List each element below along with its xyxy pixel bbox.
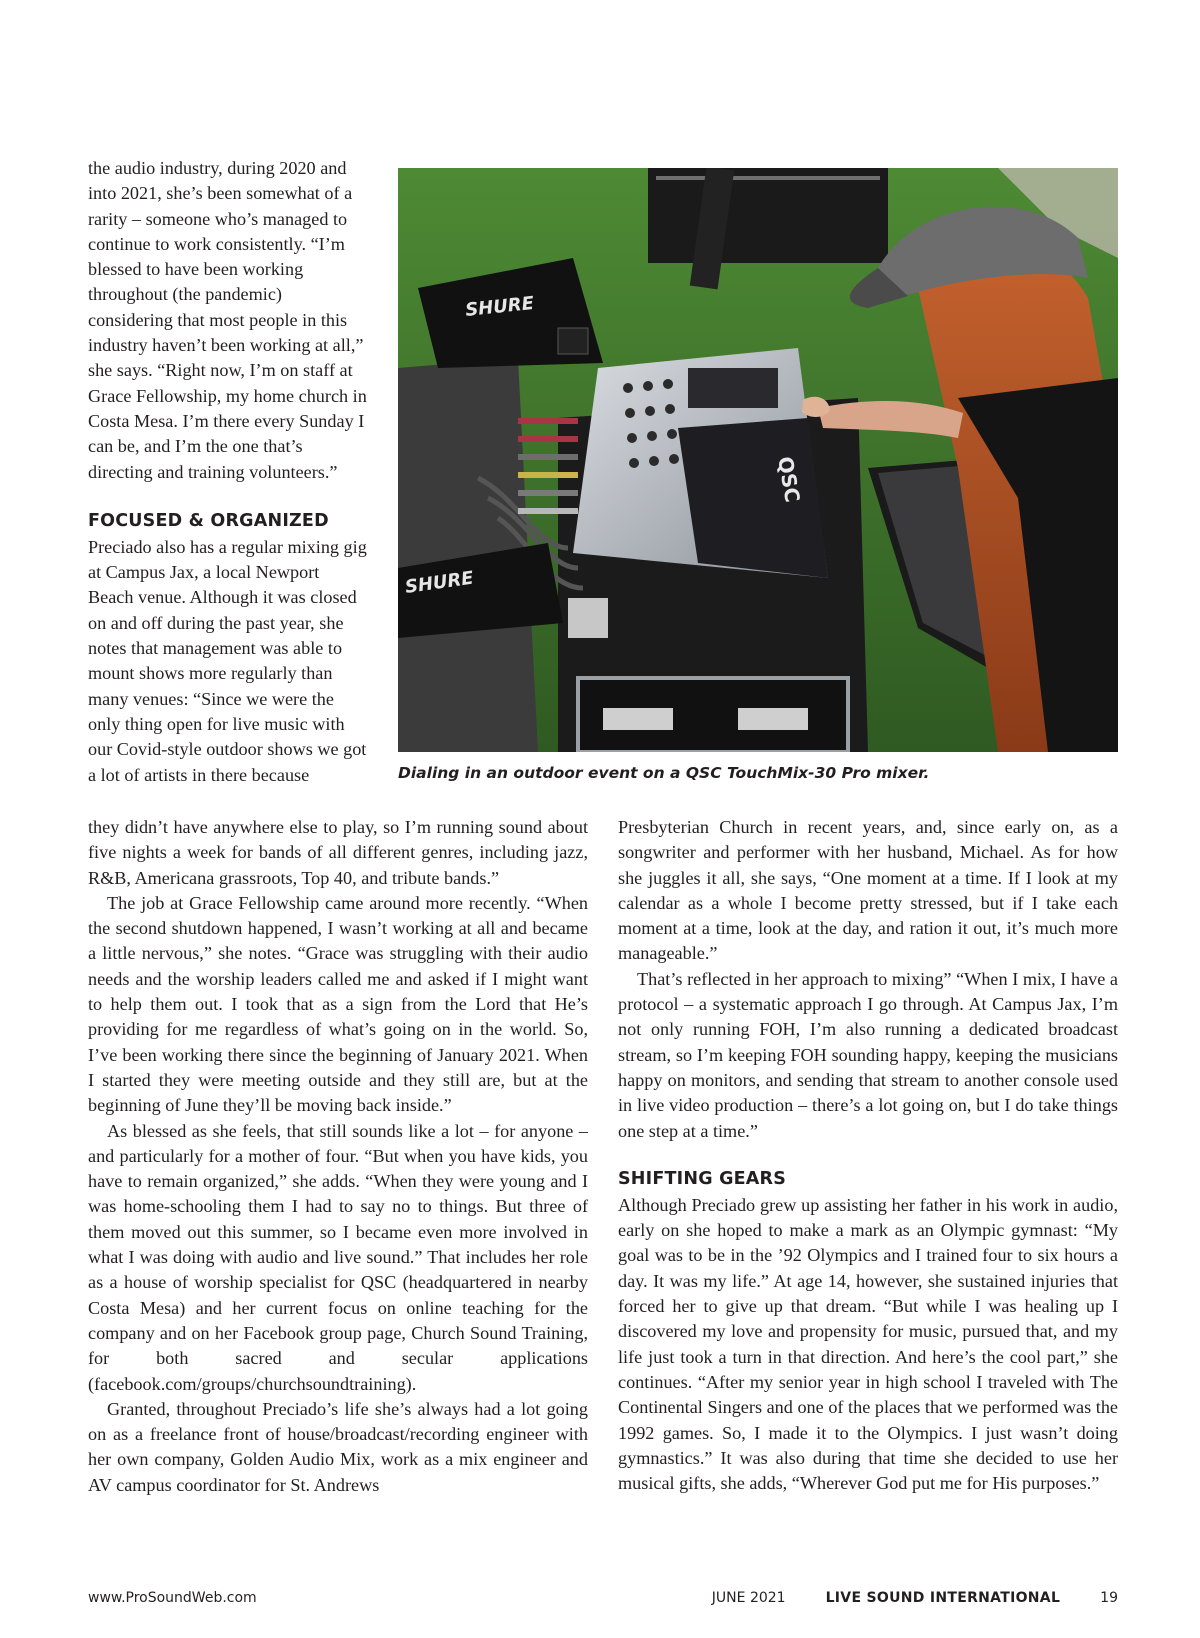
mixer-photo-illustration <box>398 168 1118 752</box>
section-heading-focused: FOCUSED & ORGANIZED <box>88 510 329 531</box>
paragraph-olympics: Although Preciado grew up assisting her father in his work in audio, early on she hoped to make a mark as an Olympic gymnast: “My goal was to be in the ’92 Olympics and I trained four to six hours a day. It was my life.” At age 14, however, she sustained injuries that forced her to give up that dream. “But while I was healing up I discovered my love and propensity for music, pursued that, and my life just took a turn in that direction. And here’s the cool part,” she continues. “After my senior year in high school I traveled with The Continental Singers and one of the places that we performed was the 1992 games. So, I made it to the Olympics. I just wasn’t doing gymnastics.” It was also during that time she decided to use her musical gifts, she adds, “Wherever God put me for His purposes.” <box>618 1194 1118 1494</box>
right-column <box>618 815 1118 1496</box>
paragraph-presbyterian: Presbyterian Church in recent years, and, since early on, as a songwriter and performer with her husband, Michael. As for how she juggles it all, she says, “One moment at a time. If I look at my calendar as a whole I become pretty stressed, but if I take each moment at a time, look at the day, and ration it out, it’s much more manageable.” <box>618 817 1118 964</box>
footer-issue-info <box>712 1590 1118 1606</box>
paragraph-grace-fellowship: The job at Grace Fellowship came around more recently. “When the second shutdown happened, I wasn’t working at all and became a little nervous,” she notes. “Grace was struggling with their audio needs and the worship leaders called me and asked if I might want to help them out. I took that as a sign from the Lord that He’s providing for me regardless of what’s going on in the world. So, I’ve been working there since the beginning of January 2021. When I started they were meeting outside and they still are, but at the beginning of June they’ll be moving back inside.” <box>88 892 588 1116</box>
shure-logo-bottom: SHURE <box>403 567 475 598</box>
paragraph-granted: Granted, throughout Preciado’s life she’s always had a lot going on as a freelance front of house/broadcast/recording engineer with her own company, Golden Audio Mix, work as a mix engineer and AV campus coordinator for St. Andrews <box>88 1398 588 1495</box>
left-column-bottom <box>88 815 588 1498</box>
intro-paragraph: the audio industry, during 2020 and into 2021, she’s been somewhat of a rarity – someone who’s managed to continue to work consistently. “I’m blessed to have been working throughout (the pandemic) considering that most people in this industry haven’t been working at all,” she says. “Right now, I’m on staff at Grace Fellowship, my home church in Costa Mesa. I’m there every Sunday I can be, and I’m the one that’s directing and training volunteers.” <box>88 158 367 482</box>
footer-website: www.ProSoundWeb.com <box>88 1590 257 1606</box>
left-column-top <box>88 156 368 788</box>
focused-paragraph-end: they didn’t have anywhere else to play, so I’m running sound about five nights a week for bands of all different genres, including jazz, R&B, Americana grassroots, Top 40, and tribute bands.” <box>88 817 588 888</box>
shure-logo-top: SHURE <box>464 292 535 321</box>
qsc-logo: QSC <box>773 454 805 505</box>
footer-page-number: 19 <box>1100 1590 1118 1606</box>
section-heading-shifting: SHIFTING GEARS <box>618 1168 787 1189</box>
footer-issue-date: JUNE 2021 <box>711 1590 786 1606</box>
article-photo <box>398 168 1118 752</box>
footer-magazine-name: LIVE SOUND INTERNATIONAL <box>825 1590 1061 1606</box>
photo-caption: Dialing in an outdoor event on a QSC TouchMix-30 Pro mixer. <box>398 764 930 782</box>
focused-paragraph-start: Preciado also has a regular mixing gig at Campus Jax, a local Newport Beach venue. Although it was closed on and off during the past year, she notes that management was able to mount shows more regularly than many venues: “Since we were the only thing open for live music with our Covid-style outdoor shows we got a lot of artists in there because <box>88 536 367 785</box>
paragraph-blessed: As blessed as she feels, that still sounds like a lot – for anyone – and particularly for a mother of four. “But when you have kids, you have to remain organized,” she adds. “When they were young and I was home-schooling them I had to say no to things. But three of them moved out this summer, so I became even more involved in what I was doing with audio and live sound.” That includes her role as a house of worship specialist for QSC (headquartered in nearby Costa Mesa) and her current focus on online teaching for the company and on her Facebook group page, Church Sound Training, for both sacred and secular applications (facebook.com/groups/churchsoundtraining). <box>88 1120 588 1394</box>
paragraph-protocol: That’s reflected in her approach to mixing” “When I mix, I have a protocol – a systematic approach I go through. At Campus Jax, I’m not only running FOH, I’m also running a dedicated broadcast stream, so I’m keeping FOH sounding happy, keeping the musicians happy on monitors, and sending that stream to another console used in live video production – there’s a lot going on, but I do take things one step at a time.” <box>618 968 1118 1141</box>
